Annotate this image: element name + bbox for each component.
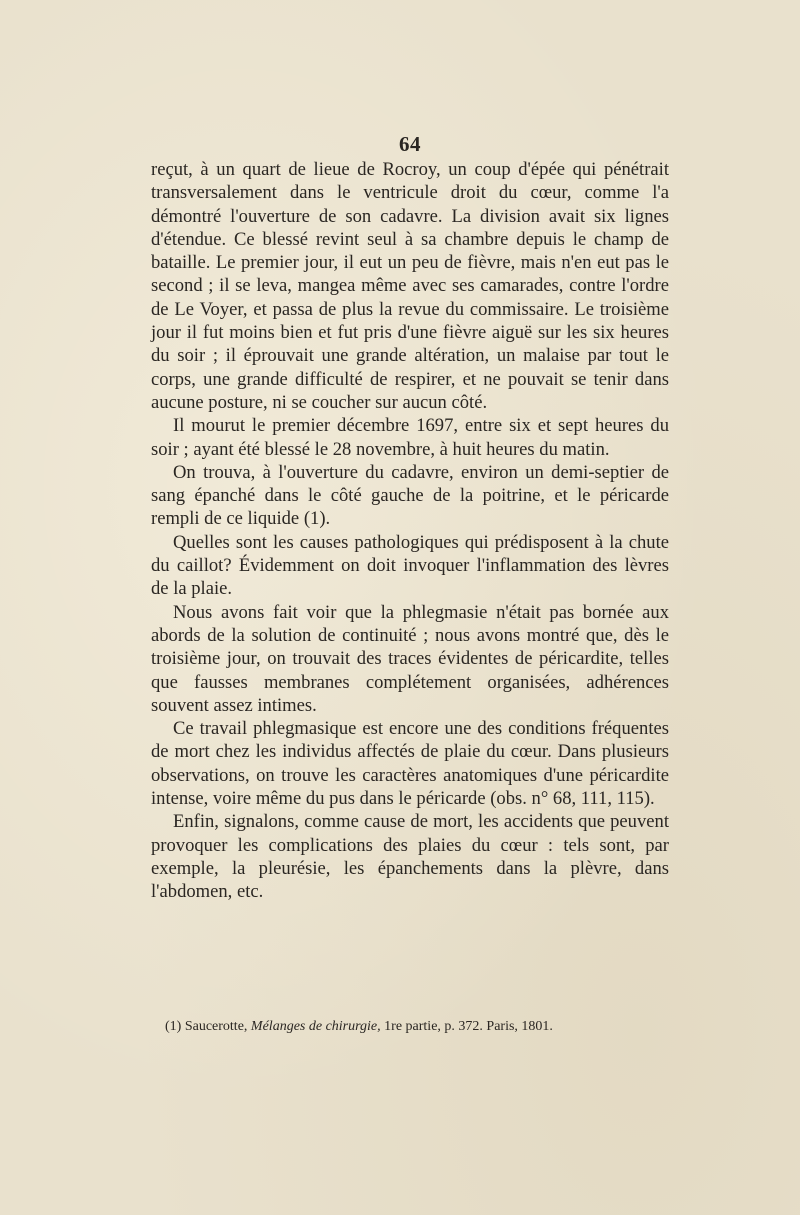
body-text <box>151 158 669 904</box>
paragraph: Nous avons fait voir que la phlegmasie n'était pas bornée aux abords de la solution de continuité ; nous avons montré que, dès le troisième jour, on trouvait des traces évidentes de péricardite, telles que fausses membranes complétement organisées, adhérences souvent assez intimes. <box>151 601 669 716</box>
paragraph: Ce travail phlegmasique est encore une des conditions fréquentes de mort chez les individus affectés de plaie du cœur. Dans plusieurs observations, on trouve les caractères anatomiques d'une péricardite intense, voire même du pus dans le péricarde (obs. n° 68, 111, 115). <box>151 718 669 810</box>
page-number: 64 <box>399 132 421 156</box>
paragraph: Enfin, signalons, comme cause de mort, les accidents que peuvent provoquer les complications des plaies du cœur : tels sont, par exemple, la pleurésie, les épanchements dans la plèvre, dans l'abdomen, etc. <box>151 811 669 903</box>
paragraph: reçut, à un quart de lieue de Rocroy, un coup d'épée qui pénétrait transversalement dans le ventricule droit du cœur, comme l'a démontré l'ouverture de son cadavre. La division avait six lignes d'étendue. Ce blessé revint seul à sa chambre depuis le champ de bataille. Le premier jour, il eut un peu de fièvre, mais n'en eut pas le second ; il se leva, mangea même avec ses camarades, contre l'ordre de Le Voyer, et passa de plus la revue du commissaire. Le troisième jour il fut moins bien et fut pris d'une fièvre aiguë sur les six heures du soir ; il éprouvait une grande altération, un malaise par tout le corps, une grande difficulté de respirer, et ne pouvait se tenir dans aucune posture, ni se coucher sur aucun côté. <box>151 159 669 413</box>
paragraph: Quelles sont les causes pathologiques qui prédisposent à la chute du caillot? Évidemment on doit invoquer l'inflammation des lèvres de la plaie. <box>151 531 669 600</box>
paragraph: Il mourut le premier décembre 1697, entre six et sept heures du soir ; ayant été blessé le 28 novembre, à huit heures du matin. <box>151 415 669 460</box>
footnote-marker: (1) <box>165 1019 182 1034</box>
footnote-title: Mélanges de chirurgie, <box>250 1019 381 1034</box>
paragraph: On trouva, à l'ouverture du cadavre, environ un demi-septier de sang épanché dans le côté gauche de la poitrine, et le péricarde rempli de ce liquide (1). <box>151 461 669 530</box>
footnote-author: Saucerotte, <box>184 1019 248 1034</box>
footnote-details: 1re partie, p. 372. Paris, 1801. <box>384 1019 553 1034</box>
footnote <box>165 1018 669 1036</box>
